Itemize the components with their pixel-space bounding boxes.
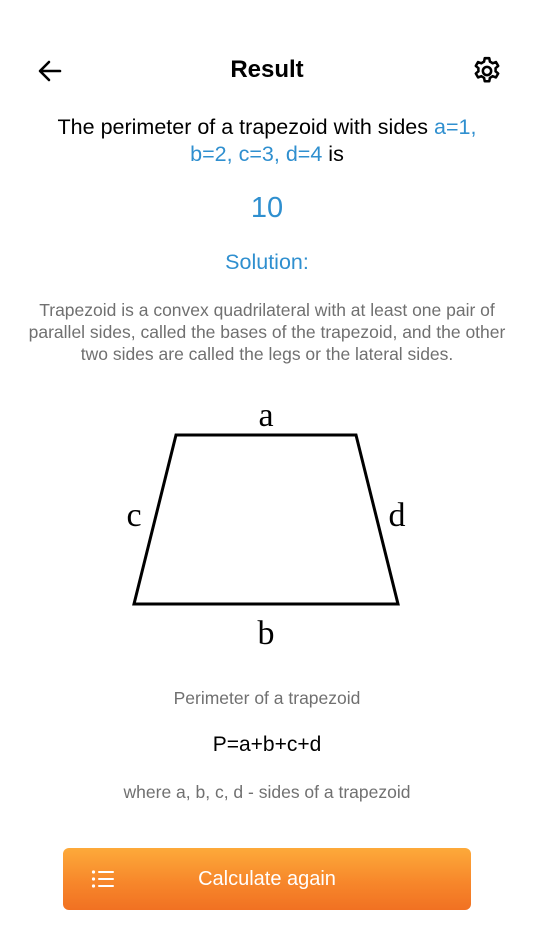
perimeter-formula: P=a+b+c+d xyxy=(212,733,322,756)
gear-icon xyxy=(471,55,503,87)
side-a-value: a=1, xyxy=(433,115,477,139)
result-value: 10 xyxy=(250,192,284,224)
formula-caption: Perimeter of a trapezoid xyxy=(173,688,361,708)
label-d: d xyxy=(388,497,406,534)
side-c-value: c=3, xyxy=(238,142,280,166)
label-c: c xyxy=(126,497,142,534)
list-icon xyxy=(91,869,115,889)
trapezoid-diagram xyxy=(100,390,434,660)
header xyxy=(0,40,534,100)
settings-button[interactable] xyxy=(466,50,508,92)
page-title: Result xyxy=(230,56,304,83)
formula-note: where a, b, c, d - sides of a trapezoid xyxy=(123,782,411,802)
solution-heading: Solution: xyxy=(225,250,309,274)
label-a: a xyxy=(258,397,274,434)
calculate-again-label: Calculate again xyxy=(198,867,336,890)
trapezoid-shape xyxy=(134,435,398,604)
calculate-again-button[interactable] xyxy=(63,848,471,910)
statement-prefix: The perimeter of a trapezoid with sides xyxy=(57,115,434,139)
label-b: b xyxy=(257,615,275,652)
result-statement xyxy=(30,114,504,168)
side-d-value: d=4 xyxy=(285,142,323,166)
side-b-value: b=2, xyxy=(190,142,233,166)
statement-suffix: is xyxy=(322,142,344,166)
trapezoid-description: Trapezoid is a convex quadrilateral with at least one pair of parallel sides, called the bases of the trapezoid, and the other two sides are called the legs or the lateral sides. xyxy=(28,300,506,364)
